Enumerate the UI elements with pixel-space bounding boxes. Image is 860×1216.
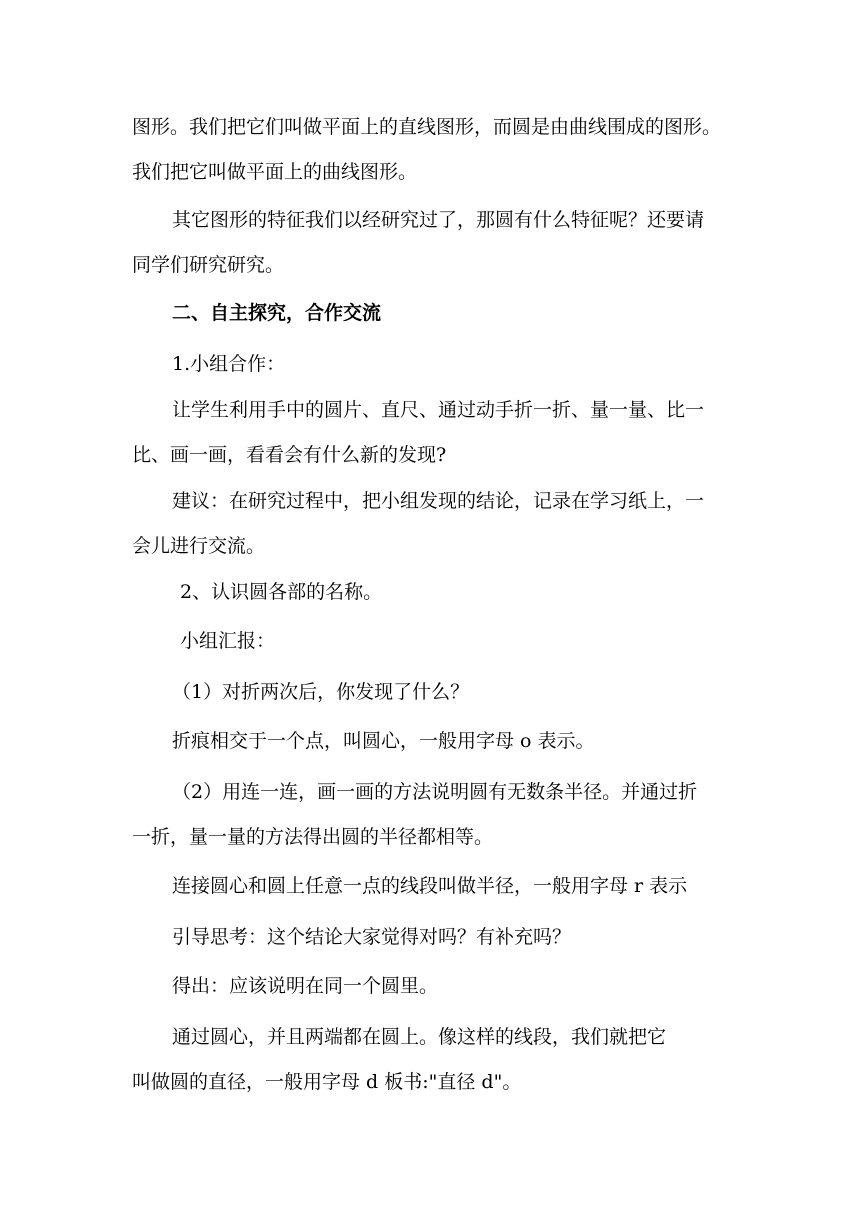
paragraph-line: 叫做圆的直径，一般用字母 d 板书:"直径 d"。	[132, 1071, 522, 1093]
paragraph-line: 得出：应该说明在同一个圆里。	[172, 975, 439, 997]
paragraph-line: 其它图形的特征我们以经研究过了，那圆有什么特征呢？还要请	[172, 209, 705, 231]
paragraph-line: 让学生利用手中的圆片、直尺、通过动手折一折、量一量、比一	[172, 399, 705, 421]
paragraph-line: 会儿进行交流。	[132, 535, 266, 557]
paragraph-line: （2）用连一连，画一画的方法说明圆有无数条半径。并通过折	[172, 781, 698, 803]
paragraph-line: 折痕相交于一个点，叫圆心，一般用字母 o 表示。	[172, 730, 595, 752]
paragraph-line: （1）对折两次后，你发现了什么？	[172, 681, 470, 703]
paragraph-line: 小组汇报：	[180, 630, 276, 652]
paragraph-line: 图形。我们把它们叫做平面上的直线图形，而圆是由曲线围成的图形。	[132, 116, 722, 138]
paragraph-line: 同学们研究研究。	[132, 254, 285, 276]
section-heading: 二、自主探究，合作交流	[172, 302, 382, 324]
paragraph-line: 连接圆心和圆上任意一点的线段叫做半径，一般用字母 r 表示	[172, 875, 688, 897]
paragraph-line: 通过圆心，并且两端都在圆上。像这样的线段，我们就把它	[172, 1026, 667, 1048]
paragraph-line: 引导思考：这个结论大家觉得对吗？有补充吗？	[172, 926, 572, 948]
paragraph-line: 我们把它叫做平面上的曲线图形。	[132, 161, 418, 183]
paragraph-line: 比、画一画，看看会有什么新的发现?	[132, 444, 447, 466]
subheading: 1.小组合作：	[172, 353, 286, 375]
subheading: 2、认识圆各部的名称。	[180, 581, 383, 603]
paragraph-line: 一折，量一量的方法得出圆的半径都相等。	[132, 826, 494, 848]
paragraph-line: 建议：在研究过程中，把小组发现的结论，记录在学习纸上，一	[172, 490, 705, 512]
